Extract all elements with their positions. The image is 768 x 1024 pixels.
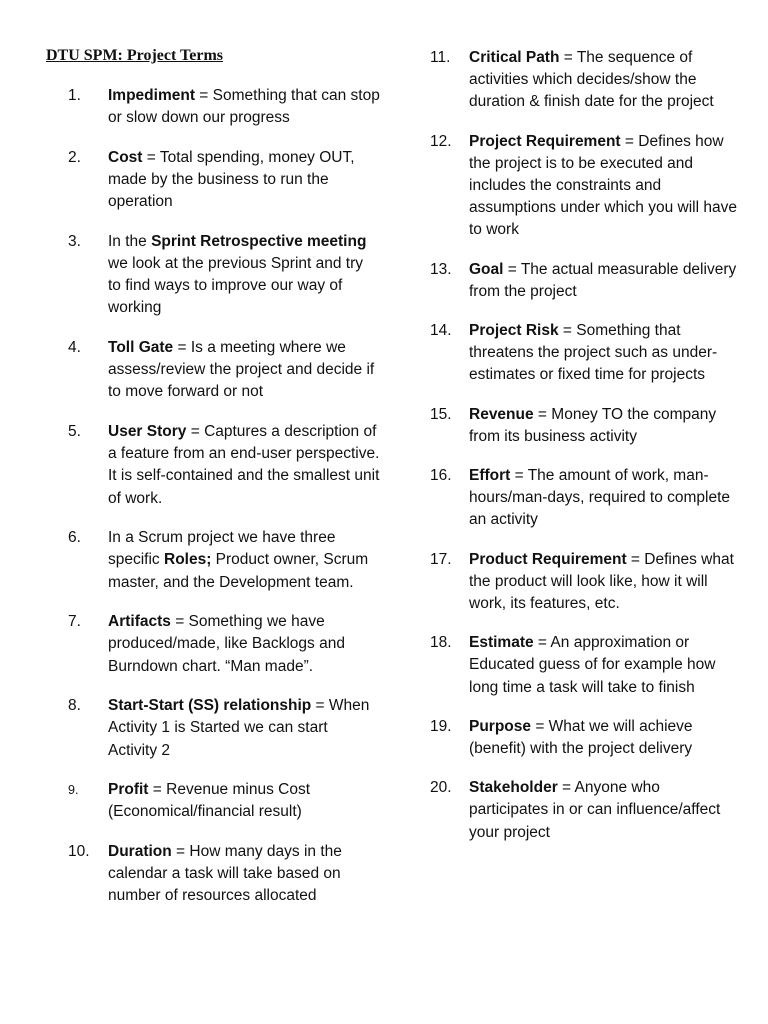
term-name: Toll Gate bbox=[108, 339, 174, 356]
term-name: Impediment bbox=[108, 87, 195, 104]
term-item bbox=[0, 421, 380, 510]
term-item bbox=[400, 549, 740, 616]
term-number: 2. bbox=[68, 148, 81, 166]
term-text bbox=[108, 147, 380, 214]
term-text bbox=[469, 404, 740, 448]
term-definition: = Anyone who participates in or can influence/affect your project bbox=[469, 779, 721, 841]
term-definition: = Something we have produced/made, like Backlogs and Burndown chart. “Man made”. bbox=[108, 613, 345, 675]
term-number: 19. bbox=[430, 717, 452, 735]
term-definition: we look at the previous Sprint and try to find ways to improve our way of working bbox=[108, 255, 364, 317]
term-item bbox=[0, 611, 380, 678]
document-title: DTU SPM: Project Terms bbox=[46, 47, 223, 64]
term-number: 6. bbox=[68, 529, 81, 547]
term-number: 10. bbox=[68, 843, 90, 860]
term-number: 17. bbox=[430, 550, 452, 568]
term-text bbox=[108, 779, 380, 823]
term-item bbox=[400, 777, 740, 844]
term-name: Revenue bbox=[469, 405, 534, 423]
term-item bbox=[0, 85, 380, 129]
term-text bbox=[469, 465, 740, 532]
term-number: 20. bbox=[430, 779, 452, 797]
term-text bbox=[108, 85, 380, 129]
term-definition: = Something that threatens the project such as under-estimates or fixed time for projects bbox=[469, 322, 718, 384]
term-definition: = Something that can stop or slow down our progress bbox=[108, 87, 380, 127]
term-number: 14. bbox=[430, 322, 452, 340]
term-item bbox=[0, 147, 380, 214]
term-prefix: In the bbox=[108, 232, 152, 250]
term-text bbox=[469, 716, 740, 760]
term-item bbox=[0, 695, 380, 762]
term-text bbox=[469, 47, 740, 114]
term-definition: = Revenue minus Cost (Economical/financial result) bbox=[108, 781, 311, 821]
term-definition: = Money TO the company from its business activity bbox=[469, 405, 717, 445]
term-item bbox=[0, 337, 380, 404]
term-name: Critical Path bbox=[469, 49, 560, 66]
term-number: 13. bbox=[430, 260, 452, 278]
term-name: Roles; bbox=[164, 551, 212, 569]
term-text bbox=[469, 131, 740, 242]
term-number: 7. bbox=[68, 613, 81, 631]
term-name: Project Requirement bbox=[469, 132, 621, 150]
term-item bbox=[0, 527, 380, 594]
term-name: Start-Start (SS) relationship bbox=[108, 697, 312, 715]
term-item bbox=[400, 716, 740, 760]
term-definition: = The amount of work, man-hours/man-days, required to complete an activity bbox=[469, 467, 731, 529]
term-definition: = What we will achieve (benefit) with the project delivery bbox=[469, 717, 693, 758]
term-number: 8. bbox=[68, 697, 81, 715]
term-text bbox=[108, 695, 380, 762]
term-number: 18. bbox=[430, 634, 452, 652]
term-number: 1. bbox=[68, 87, 81, 104]
term-item bbox=[400, 131, 740, 242]
term-name: Sprint Retrospective meeting bbox=[151, 232, 367, 250]
term-text bbox=[108, 527, 380, 594]
term-number: 16. bbox=[430, 467, 452, 485]
term-item bbox=[400, 47, 740, 114]
term-text bbox=[108, 611, 380, 678]
term-name: Effort bbox=[469, 467, 511, 485]
term-text bbox=[108, 231, 380, 320]
term-number: 11. bbox=[430, 49, 451, 66]
term-definition: = Defines how the project is to be executed and includes the constraints and assumptions under which you will have to work bbox=[469, 132, 737, 239]
term-number: 3. bbox=[68, 232, 81, 250]
terms-list-left bbox=[0, 85, 380, 925]
term-name: Duration bbox=[108, 843, 172, 860]
term-number: 9. bbox=[68, 783, 79, 798]
term-definition: = An approximation or Educated guess of for example how long time a task will take to finish bbox=[469, 634, 716, 696]
term-item bbox=[400, 320, 740, 387]
term-number: 15. bbox=[430, 405, 452, 423]
term-item bbox=[400, 465, 740, 532]
term-definition: Product owner, Scrum master, and the Development team. bbox=[108, 551, 369, 591]
term-name: User Story bbox=[108, 423, 187, 440]
term-name: Profit bbox=[108, 781, 149, 799]
term-definition: = Is a meeting where we assess/review the project and decide if to move forward or not bbox=[108, 339, 375, 401]
term-name: Goal bbox=[469, 260, 504, 278]
term-text bbox=[469, 632, 740, 699]
term-text bbox=[108, 841, 380, 908]
term-number: 5. bbox=[68, 423, 81, 440]
term-item bbox=[0, 231, 380, 320]
term-name: Artifacts bbox=[108, 613, 171, 631]
term-definition: = The sequence of activities which decides/show the duration & finish date for the project bbox=[469, 49, 714, 111]
term-item bbox=[0, 841, 380, 908]
terms-list-right bbox=[400, 47, 740, 861]
term-name: Product Requirement bbox=[469, 550, 627, 568]
term-number: 4. bbox=[68, 339, 81, 356]
term-number: 12. bbox=[430, 132, 452, 150]
term-item bbox=[400, 404, 740, 448]
term-text bbox=[108, 421, 380, 510]
term-definition: = Total spending, money OUT, made by the business to run the operation bbox=[108, 148, 355, 211]
term-name: Stakeholder bbox=[469, 779, 558, 797]
term-name: Estimate bbox=[469, 634, 534, 652]
term-definition: = How many days in the calendar a task will take based on number of resources allocated bbox=[108, 843, 342, 905]
term-text bbox=[469, 320, 740, 387]
term-name: Cost bbox=[108, 148, 143, 166]
term-name: Project Risk bbox=[469, 322, 559, 340]
term-text bbox=[469, 549, 740, 616]
term-item bbox=[400, 259, 740, 303]
term-definition: = When Activity 1 is Started we can start Activity 2 bbox=[108, 697, 370, 759]
term-item bbox=[400, 632, 740, 699]
term-text bbox=[469, 259, 740, 303]
term-item bbox=[0, 779, 380, 823]
term-prefix: In a Scrum project we have three specific bbox=[108, 529, 336, 569]
term-text bbox=[469, 777, 740, 844]
term-definition: = Captures a description of a feature from an end-user perspective. It is self-contained and the smallest unit of work. bbox=[108, 423, 380, 507]
term-name: Purpose bbox=[469, 717, 532, 735]
term-definition: = The actual measurable delivery from the project bbox=[469, 260, 737, 300]
term-text bbox=[108, 337, 380, 404]
term-definition: = Defines what the product will look like, how it will work, its features, etc. bbox=[469, 550, 734, 613]
